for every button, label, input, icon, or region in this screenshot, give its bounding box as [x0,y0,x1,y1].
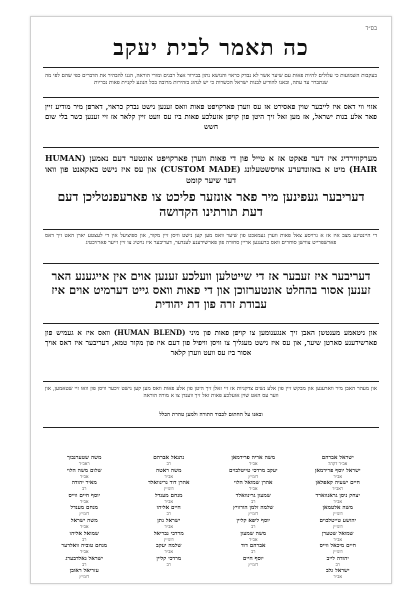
signatory-name: מרדכי גבריאל [153,530,184,537]
signatory-title: רב [82,562,87,568]
signatory-name: משה אלטמאן [322,505,353,512]
signatory-title: ראב״ד [78,462,90,467]
signatory-name: מאיר יהודה [71,480,97,487]
signatory-title: אב״ד דקהל [328,462,348,467]
signature-column [299,455,378,581]
signatory-title: אב״ד [79,524,89,530]
divider [43,97,379,98]
signatory-name: מנחם מענדל [155,492,183,499]
divider [43,381,379,382]
signatory-name: אהרן שמואל הלוי [233,480,273,487]
signatory-name: שלום משה הלוי [66,467,102,474]
signatory-name: יעקב מרדכי טייטלבוים [228,467,278,474]
signatory-title: אב״ד [333,575,343,581]
page-title: כה תאמר לבית יעקב [113,35,309,61]
signatory-name: עזריאל ראובן [69,568,99,575]
divider [43,147,379,148]
signatory-title: אב״ד [79,474,89,480]
signatory-title: רב [82,487,87,493]
corner-mark: בס״ד [365,25,377,32]
signatory-name: משה אריה פרידמאן [231,455,276,461]
signatory-title: רב [251,550,256,556]
signatory-title: רב [82,537,87,543]
signatory-title: אב״ד [333,474,343,480]
signatory-name: אהרן דוד גרינוואלד [148,480,190,487]
signatory-title: דומ״ץ [332,550,343,556]
intro-paragraph: בעקבות השמועות כי עלולים להיות פאות עם שיער אשר לא נבדק כראוי והנושא נתון בבירור אצל רבנים ומורי הוראה, הננו להבהיר את הדברים כפי שהם לפי מה שנתברר עד עתה, ובאנו להודיע לבנות ישראל הכשרות כי יש לנהוג בזהירות מרובה בכל הנוגע לקניית פאות נכריות [45,73,377,87]
signatory-title: דומ״ץ [79,512,90,518]
signatory-name: חיים ישעיה קאפלאן [315,480,360,487]
signatory-title: אב״ד [164,499,174,505]
signatory-name: משה שטערנבוך [67,455,102,461]
divider-top [43,67,379,68]
signatory-title: אב״ד [248,537,258,543]
signatory-title: דומ״ץ [163,487,174,493]
signatory-name: ישראל גלב [326,568,350,575]
signatory-title: דומ״ץ [248,474,259,480]
headline-1: דעריבער געפינען מיר פאר אונזער פליכט צו פארעפנטליכן דעם דעת תורתינו הקדושה [57,189,365,219]
signatures-grid [45,455,377,581]
paragraph-4: און ניטאמע מענטשן האבן זיך אנגענומען צו קויפן פאות פון מיני (HUMAN BLEND) וואס איז א געמיש פון פארשידענע סארטן שיער, און עס איז נישט מעגליך צו וויסן וויפיל פון דעם איז פון מקור טמא, דעריבער איז דאס אויך אסור ביז עס וועט ווערן קלאר [45,328,377,357]
headline-2: דעריבער איז זעבער אז די שייטלען וועלכע זענען אוים אין אייגענע האר זענען אסור בהחלט אונטערזוכן און די פאות וואס גייט דערמיט אוים איז עבודת זרה פון דת יהודית [51,269,371,311]
signatory-name: מנחם מענדל [70,505,98,512]
signatory-title: דומ״ץ [79,575,90,581]
signatory-title: רב [166,512,171,518]
signatory-title: אב״ד [333,499,343,505]
signatory-name: אברהם דוד [240,543,266,550]
signatory-title: רב [335,562,340,568]
closing-line: ובאנו על החתום לכבוד התורה ולמען טהרת הכלל [159,412,263,418]
signatory-title: אב״ד [248,487,258,493]
signatory-name: מרדכי קליין [156,555,182,562]
paragraph-5: און מעהר האבן מיר ווארענען און מבקש זיין פון אלע נשים צדקניות אז זיי זאלן זיך היטן פון אלע פאות וואס מען קען נישט זיכער וויסן פון וואו זיי שטאמען, און ווער עס האט שוין אזעלכע פאות זאל זיך ווענדן צו א מורה הוראה [45,386,377,400]
signatory-title: רב [251,499,256,505]
proclamation-poster [30,16,392,584]
signatory-name: יהושע טייטלבוים [319,517,357,524]
signatory-name: יוסף חיים [242,555,264,562]
signatory-title: אב״ד [79,550,89,556]
paragraph-2: מערקווירדיג איז דער פאקט אז א טייל פון די פאות ווערן פארקויפט אונטער דעם נאמען (HUMAN HAIR) מיט א באזונדערע אויסשטעלונג (CUSTOM MADE) און עס איז נישט באקאנט פון וואו דער שיער קומט [45,153,377,185]
signatory-title: אב״ד [333,537,343,543]
divider [43,229,379,230]
signatory-name: חיים אליהו [156,505,181,512]
signatory-name: יוסף ליפא קליין [236,517,271,524]
signatory-title: דומ״ץ [163,537,174,543]
signatory-name: שלמה יעקב [156,543,182,550]
signature-column [214,455,293,581]
signatory-title: רב [166,462,171,467]
divider [43,323,379,324]
signatory-title: אב״ד [79,499,89,505]
signatory-name: מנחם טוביה וואלדער [61,543,108,550]
signatory-title: אב״ד [248,462,258,467]
signatory-name: ישראל אברהם [321,455,354,461]
signatory-title: דומ״ץ [332,524,343,530]
signatory-title: דומ״ץ [248,512,259,518]
signatory-name: ישראל גאלדבערג [65,555,104,562]
signature-column [45,455,124,581]
signatory-name: נתנאל אברהם [153,455,185,461]
signatory-name: יהודה לייב [326,555,349,562]
signatory-name: שמואל שטערן [321,530,354,537]
signatory-name: יצחק ניסן גראנווארד [315,492,360,499]
signatory-name: שמעון גרינוואלד [235,492,271,499]
signatory-title: אב״ד [164,524,174,530]
signatory-title: רב [166,562,171,568]
divider [43,263,379,264]
signatory-title: אב״ד [164,550,174,556]
signature-column [130,455,209,581]
signatory-name: ישראל יוסף פרידמאן [314,467,361,474]
divider-signatures [43,427,379,428]
paragraph-1: אזוי ווי דאס איז לייבער שוין פאסירט אז עס ווערן פארקויפט פאות וואס זענען נישט נבדק כראוי, דארפן מיר מודיע זיין פאר אלע בנות ישראל, אז מען זאל זיך היטן פון קויפן אזעלכע פאות ביז עס וועט זיין קלאר אז זיי זענען כשר בלי שום חשש [45,102,377,131]
signatory-name: משה ראטה [156,467,182,474]
signatory-name: ישראל נתן [157,517,181,524]
signatory-title: דומ״ץ [332,512,343,518]
signatory-name: יוסף חיים ווייס [68,492,101,499]
signatory-name: שמואל אליהו [69,530,99,537]
signatory-name: שלמה זלמן הורוויץ [232,505,274,512]
signatory-name: משה שמעון [240,530,267,537]
signatory-title: ראב״ד [332,487,344,493]
signatory-name: משה ישראל [70,517,98,524]
signatory-name: חיים מיכאל ווייס [319,543,356,550]
signatory-title: דומ״ץ [248,562,259,568]
paragraph-3: די היינטיגע מצב איז אז א גרויסע צאל פאות ווערן געמאכט פון שיער וואס מען קען נישט וויסן זיין מקור, און ספיציעל אין די לעצטע יארן האט זיך דאס פארשפרייט צווישן סוחרים וואס ברענגען אריין סחורה פון פארשידענע לענדער, דעריבער איז נויטיג צו זיין זייער פארזיכטיג [45,233,377,247]
signatory-title: אב״ד [164,474,174,480]
signatory-title: רב [251,524,256,530]
